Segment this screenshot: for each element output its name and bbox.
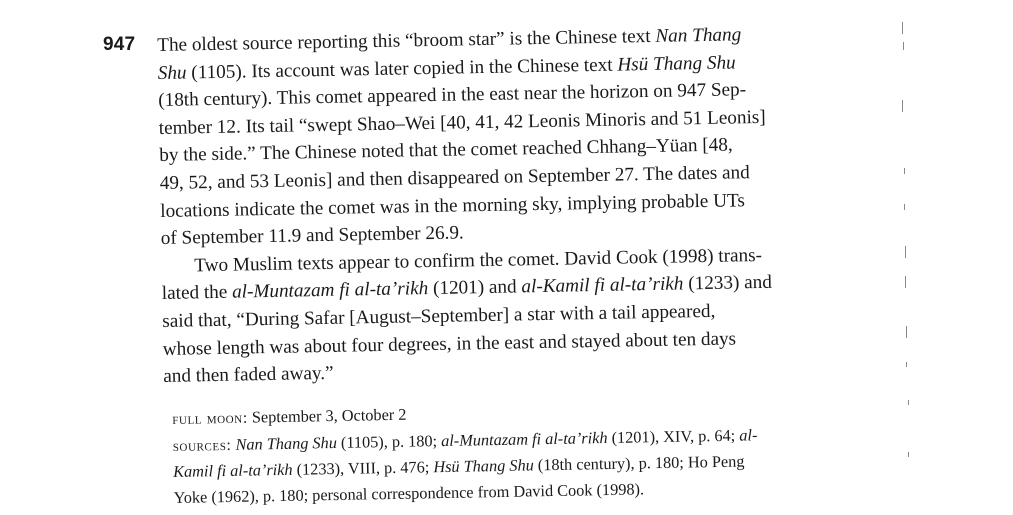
text-span: (1105). Its account was later copied in the Chinese text [186,54,618,84]
scan-mark [906,362,907,367]
text-line: Two Muslim texts appear to confirm the comet. David Cook (1998) trans- [194,244,763,277]
text-line: (18th century). This comet appeared in the east near the horizon on 947 Sep- [158,79,747,112]
full-moon-value: September 3, October 2 [247,404,407,427]
text-line: said that, “During Safar [August–September] a star with a tail appeared, [162,300,716,332]
entry-notes [172,394,854,511]
text-line: by the side.” The Chinese noted that the comet reached Chhang–Yüan [48, [159,134,733,167]
sources-line: Yoke (1962), p. 180; personal correspondence from David Cook (1998). [173,479,645,507]
text-line: whose length was about four degrees, in the east and stayed about ten days [162,327,737,360]
text-span: (18th century), p. 180; Ho Peng [533,451,745,475]
entry-body [157,19,853,390]
scan-mark [902,100,903,112]
text-line: locations indicate the comet was in the morning sky, implying probable UTs [160,189,746,222]
text-span: (1233) and [683,272,773,295]
scan-mark [908,400,909,405]
scan-mark [905,246,906,258]
italic-title: Kamil fi al-ta’rikh [173,459,293,482]
scan-margin-marks [898,0,918,515]
italic-title: Hsü Thang Shu [617,51,736,76]
text-span: lated the [161,282,233,305]
text-span: (1201) and [428,276,522,300]
text-span: (1233), VIII, p. 476; [292,457,434,479]
text-span: The oldest source reporting this “broom star” is the Chinese text [157,25,656,56]
text-line: 49, 52, and 53 Leonis] and then disappeared on September 27. The dates and [159,162,750,194]
entry-year-number: 947 [103,34,136,55]
italic-title: al-Muntazam fi al-ta’rikh [440,427,608,450]
scan-mark [908,452,909,457]
scan-mark [903,42,904,50]
italic-title: Hsü Thang Shu [433,455,534,477]
italic-title: Nan Thang Shu [235,432,338,454]
full-moon-label: full moon: [172,409,248,428]
text-span: (1201), XIV, p. 64; [607,425,740,447]
text-line: tember 12. Its tail “swept Shao–Wei [40, 41, 42 Leonis Minoris and 51 Leonis] [158,106,766,139]
italic-title: al-Kamil fi al-ta’rikh [521,273,684,298]
text-span: (1105), p. 180; [336,430,442,452]
text-line: and then faded away.” [163,362,334,388]
scan-mark [902,22,903,34]
sources-label: sources: [172,436,232,455]
scan-mark [904,204,905,210]
italic-title: al-Muntazam fi al-ta’rikh [231,278,429,304]
scan-mark [906,326,907,338]
scan-mark [904,168,905,174]
italic-title: Nan Thang [655,24,742,47]
scan-mark [905,276,906,288]
italic-title: al- [739,424,758,445]
italic-title: Shu [157,62,187,84]
text-line: of September 11.9 and September 26.9. [160,222,464,250]
